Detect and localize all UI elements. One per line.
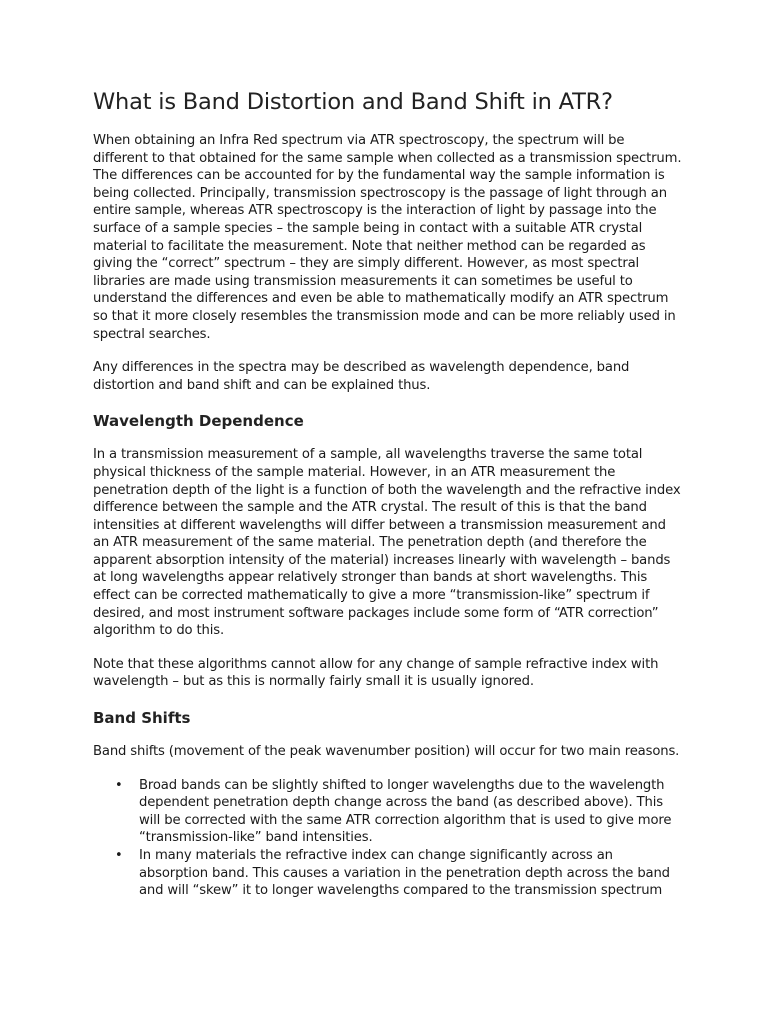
list-item — [93, 777, 683, 847]
list-item-text: Broad bands can be slightly shifted to longer wavelengths due to the wavelength dependent penetration depth change across the band (as described above). This will be corrected with the same ATR correction algorithm that is used to give more “transmission-like” band intensities. — [139, 777, 672, 846]
band-shifts-paragraph-1: Band shifts (movement of the peak wavenumber position) will occur for two main reasons. — [93, 744, 680, 760]
section-heading-wavelength-dependence: Wavelength Dependence — [93, 412, 304, 431]
intro-paragraph-2: Any differences in the spectra may be described as wavelength dependence, band distortion and band shift and can be explained thus. — [93, 360, 630, 393]
list-item-text: In many materials the refractive index can change significantly across an absorption band. This causes a variation in the penetration depth across the band and will “skew” it to longer wavelengths compared to the transmission spectrum — [139, 848, 670, 899]
wavelength-paragraph-2: Note that these algorithms cannot allow for any change of sample refractive index with wavelength – but as this is normally fairly small it is usually ignored. — [93, 656, 659, 690]
band-shifts-list — [93, 777, 683, 900]
document-title: What is Band Distortion and Band Shift in ATR? — [93, 89, 613, 115]
wavelength-paragraph-1: In a transmission measurement of a sample, all wavelengths traverse the same total physical thickness of the sample material. However, in an ATR measurement the penetration depth of the light is a function of both the wavelength and the refractive index difference between the sample and the ATR crystal. The result of this is that the band intensities at different wavelengths will differ between a transmission measurement and an ATR measurement of the same material. The penetration depth (and therefore the apparent absorption intensity of the material) increases linearly with wavelength – bands at long wavelengths appear relatively stronger than bands at short wavelengths. This effect can be corrected mathematically to give a more “transmission-like” spectrum if desired, and most instrument software packages include some form of “ATR correction” algorithm to do this. — [93, 447, 681, 639]
list-item — [93, 847, 683, 900]
bullet-icon: • — [115, 777, 123, 793]
section-heading-band-shifts: Band Shifts — [93, 709, 191, 728]
bullet-icon: • — [115, 848, 123, 863]
intro-paragraph-1: When obtaining an Infra Red spectrum via ATR spectroscopy, the spectrum will be different to that obtained for the same sample when collected as a transmission spectrum. The differences can be accounted for by the fundamental way the sample information is being collected. Principally, transmission spectroscopy is the passage of light through an entire sample, whereas ATR spectroscopy is the interaction of light by passage into the surface of a sample species – the sample being in contact with a suitable ATR crystal material to facilitate the measurement. Note that neither method can be regarded as giving the “correct” spectrum – they are simply different. However, as most spectral libraries are made using transmission measurements it can sometimes be useful to understand the differences and even be able to mathematically modify an ATR spectrum so that it more closely resembles the transmission mode and can be more reliably used in spectral searches. — [93, 133, 682, 342]
document-page — [93, 86, 683, 900]
